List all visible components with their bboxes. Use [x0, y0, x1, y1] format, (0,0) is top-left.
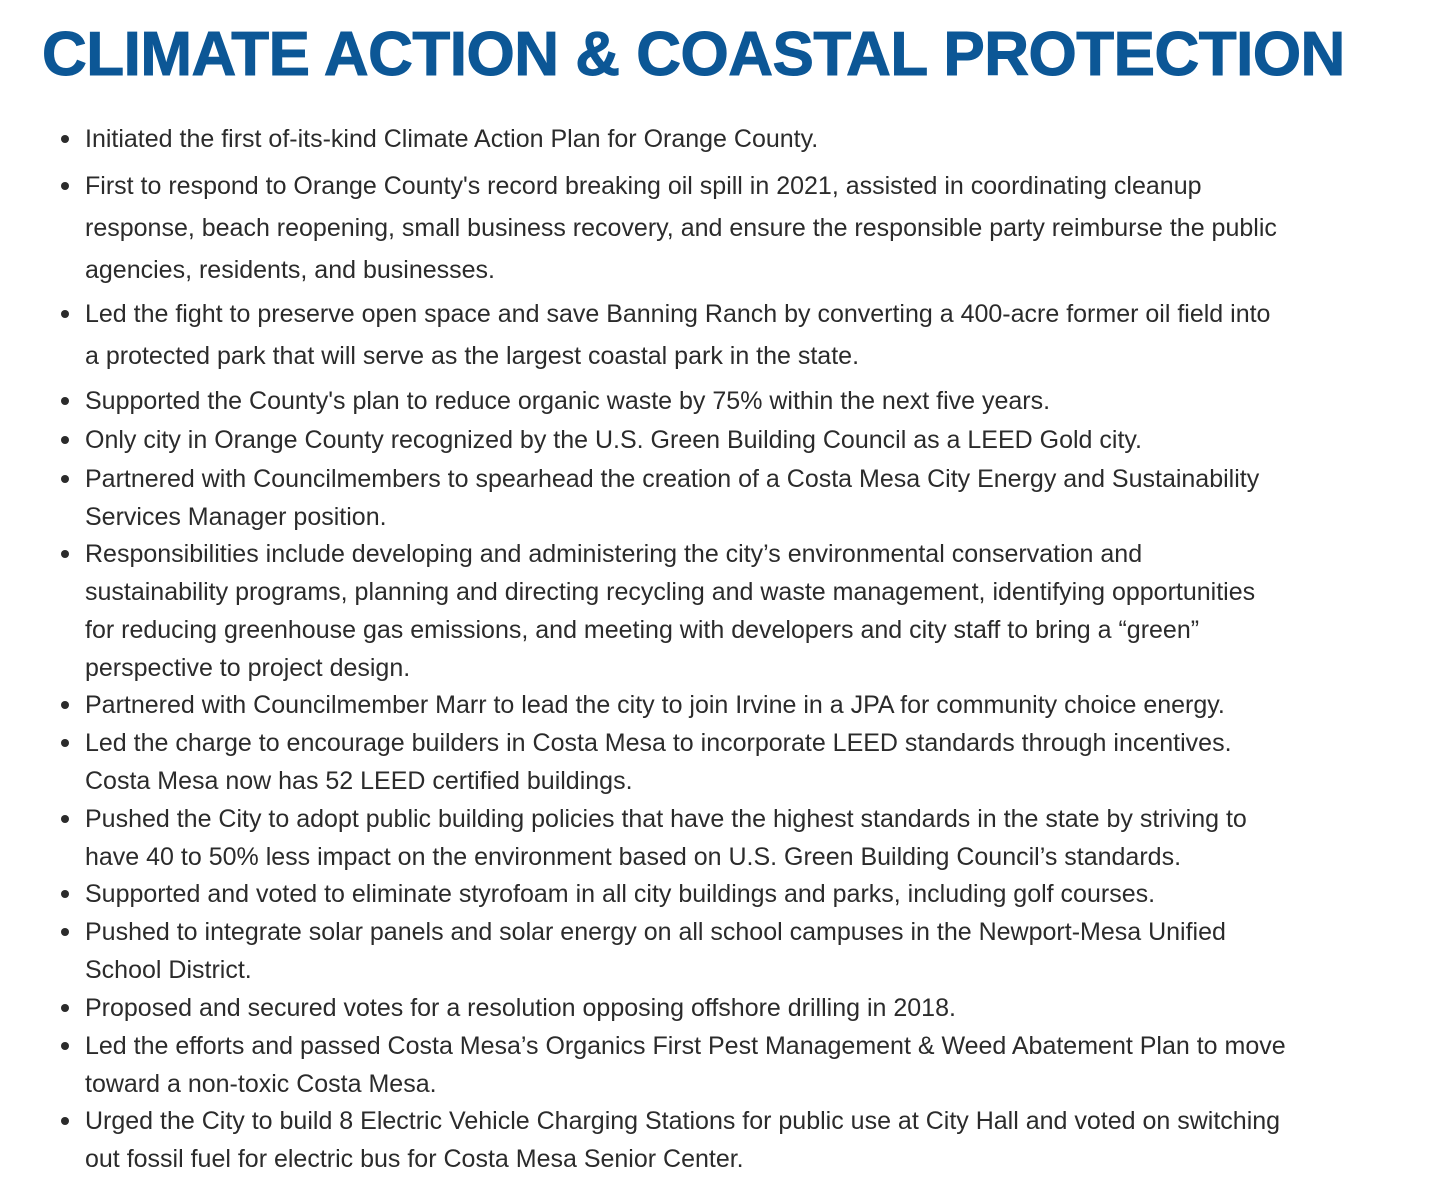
list-item-text: Supported the County's plan to reduce organic waste by 75% within the next five years.	[85, 387, 1051, 415]
list-item-text: Supported and voted to eliminate styrofoam in all city buildings and parks, including golf courses.	[85, 880, 1156, 908]
bullet-icon	[61, 739, 69, 747]
list-item-text: agencies, residents, and businesses.	[85, 256, 495, 284]
list-item	[85, 120, 1390, 158]
list-item-text: have 40 to 50% less impact on the environment based on U.S. Green Building Council’s standards.	[85, 843, 1182, 871]
list-item	[85, 1102, 1390, 1178]
list-item-text: Proposed and secured votes for a resolution opposing offshore drilling in 2018.	[85, 994, 956, 1022]
page-title: CLIMATE ACTION & COASTAL PROTECTION	[42, 20, 1345, 89]
list-item	[85, 875, 1390, 913]
bullet-icon	[61, 1004, 69, 1012]
list-item-text: Led the fight to preserve open space and save Banning Ranch by converting a 400-acre former oil field into	[85, 300, 1271, 328]
list-item	[85, 989, 1390, 1027]
list-item-text: perspective to project design.	[85, 654, 411, 682]
list-item-text: Pushed to integrate solar panels and solar energy on all school campuses in the Newport-Mesa Unified	[85, 918, 1226, 946]
bullet-icon	[61, 890, 69, 898]
bullet-icon	[61, 475, 69, 483]
list-item-text: out fossil fuel for electric bus for Costa Mesa Senior Center.	[85, 1145, 744, 1173]
list-item-text: Responsibilities include developing and administering the city’s environmental conservation and	[85, 540, 1143, 568]
bullet-icon	[61, 928, 69, 936]
list-item-text: First to respond to Orange County's record breaking oil spill in 2021, assisted in coordinating cleanup	[85, 172, 1202, 200]
list-item	[85, 535, 1390, 687]
bullet-icon	[61, 436, 69, 444]
bullet-icon	[61, 310, 69, 318]
list-item	[85, 421, 1390, 459]
list-item-text: response, beach reopening, small business recovery, and ensure the responsible party reimburse the public	[85, 214, 1277, 242]
list-item-text: Pushed the City to adopt public building policies that have the highest standards in the state by striving to	[85, 805, 1247, 833]
list-item-text: School District.	[85, 956, 252, 984]
list-item	[85, 460, 1390, 536]
list-item-text: Led the efforts and passed Costa Mesa’s Organics First Pest Management & Weed Abatement Plan to move	[85, 1032, 1286, 1060]
list-item-text: Partnered with Councilmembers to spearhead the creation of a Costa Mesa City Energy and Sustainability	[85, 465, 1260, 493]
list-item	[85, 1027, 1390, 1103]
list-item	[85, 913, 1390, 989]
bullet-icon	[61, 135, 69, 143]
bullet-icon	[61, 550, 69, 558]
bullet-icon	[61, 1042, 69, 1050]
list-item-text: Initiated the first of-its-kind Climate Action Plan for Orange County.	[85, 125, 819, 153]
list-item-text: for reducing greenhouse gas emissions, and meeting with developers and city staff to bring a “green”	[85, 616, 1200, 644]
list-item	[85, 165, 1390, 291]
bullet-icon	[61, 1117, 69, 1125]
list-item	[85, 724, 1390, 800]
list-item	[85, 800, 1390, 876]
list-item	[85, 293, 1390, 377]
list-item-text: Led the charge to encourage builders in Costa Mesa to incorporate LEED standards through incentives.	[85, 729, 1232, 757]
list-item-text: toward a non-toxic Costa Mesa.	[85, 1070, 437, 1098]
bullet-icon	[61, 182, 69, 190]
list-item-text: Costa Mesa now has 52 LEED certified buildings.	[85, 767, 633, 795]
bullet-icon	[61, 701, 69, 709]
list-item-text: Only city in Orange County recognized by the U.S. Green Building Council as a LEED Gold city.	[85, 426, 1142, 454]
bullet-icon	[61, 815, 69, 823]
list-item-text: Urged the City to build 8 Electric Vehicle Charging Stations for public use at City Hall and voted on switching	[85, 1107, 1281, 1135]
bullet-icon	[61, 397, 69, 405]
list-item-text: Partnered with Councilmember Marr to lead the city to join Irvine in a JPA for community choice energy.	[85, 691, 1225, 719]
list-item	[85, 382, 1390, 420]
list-item-text: sustainability programs, planning and directing recycling and waste management, identifying opportunities	[85, 578, 1256, 606]
list-item-text: Services Manager position.	[85, 503, 387, 531]
list-item-text: a protected park that will serve as the largest coastal park in the state.	[85, 342, 860, 370]
list-item	[85, 686, 1390, 724]
